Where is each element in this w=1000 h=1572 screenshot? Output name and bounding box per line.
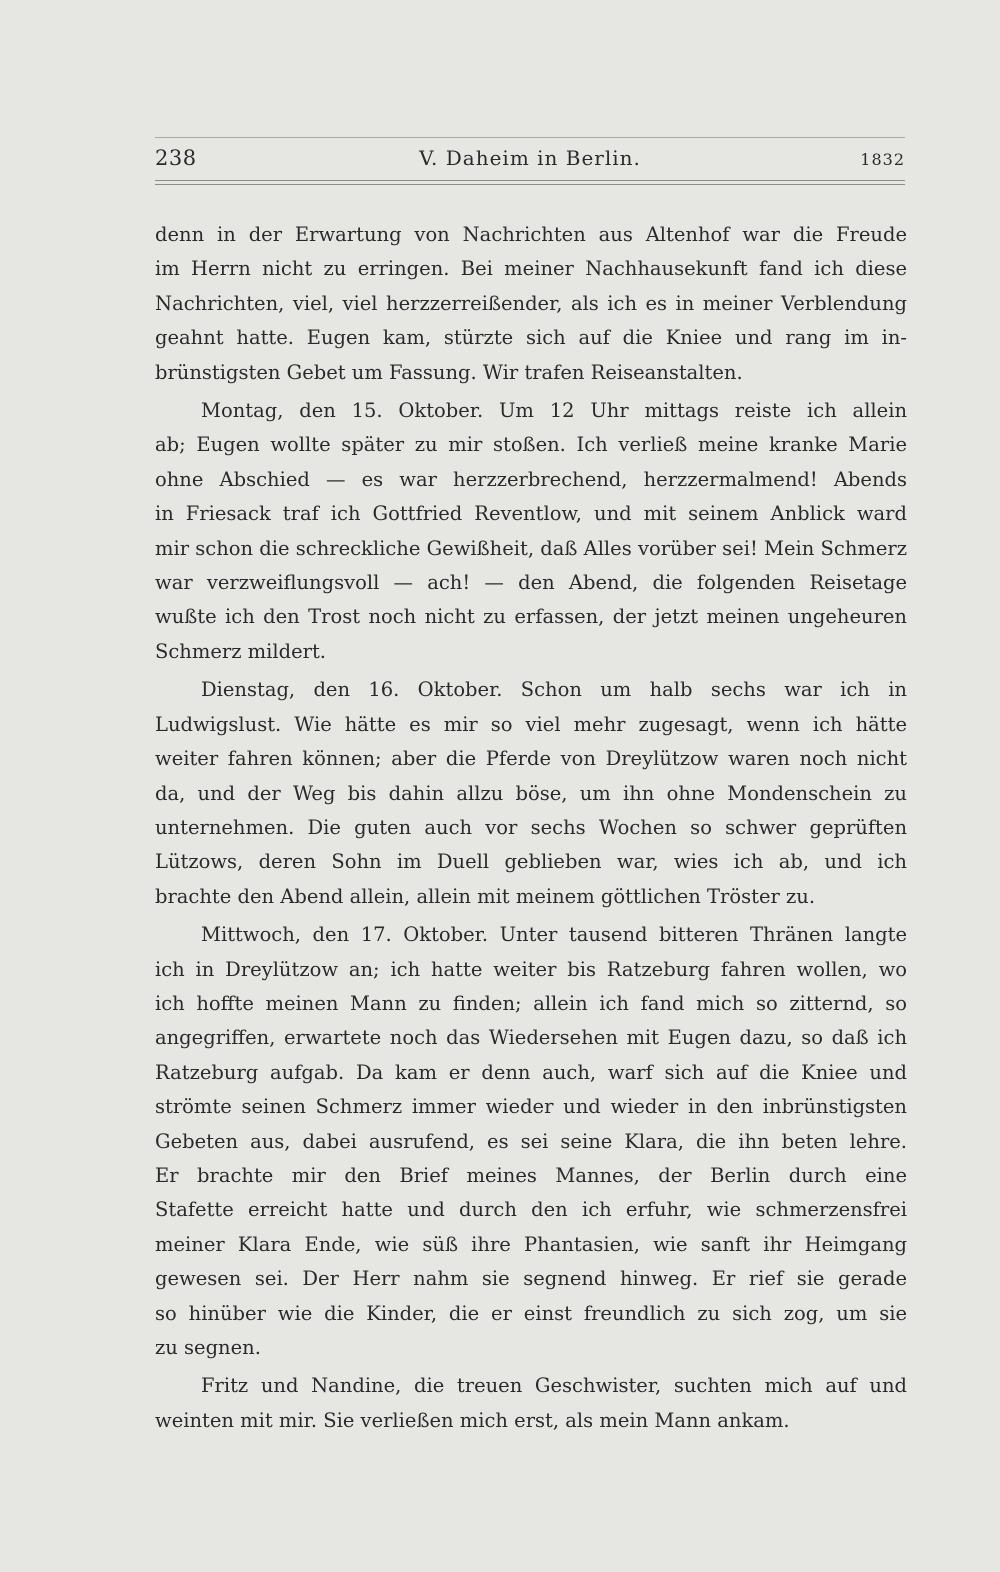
text-line: Lützows, deren Sohn im Duell geblieben war, wies ich ab, und ich [155,850,907,874]
text-line: Ludwigslust. Wie hätte es mir so viel mehr zugesagt, wenn ich hätte [155,712,907,736]
text-line: war verzweiflungsvoll — ach! — den Abend, die folgenden Reisetage [155,571,907,595]
text-line: ich hoffte meinen Mann zu finden; allein ich fand mich so zitternd, so [155,991,907,1015]
text-line: ab; Eugen wollte später zu mir stoßen. Ich verließ meine kranke Marie [155,433,907,457]
text-line: zu segnen. [155,1336,261,1359]
text-line: denn in der Erwartung von Nachrichten aus Altenhof war die Freude [155,223,907,246]
paragraph [155,918,907,1365]
text-line: Ratzeburg aufgab. Da kam er denn auch, warf sich auf die Kniee und [155,1060,907,1084]
text-line: Stafette erreicht hatte und durch den ich erfuhr, wie schmerzensfrei [155,1198,907,1222]
page-number: 238 [155,146,197,170]
text-line: ich in Dreylützow an; ich hatte weiter bis Ratzeburg fahren wollen, wo [155,957,907,981]
text-line: so hinüber wie die Kinder, die er einst freundlich zu sich zog, um sie [155,1301,907,1325]
text-line: Er brachte mir den Brief meines Mannes, der Berlin durch eine [155,1163,907,1187]
text-line: weiter fahren können; aber die Pferde von Dreylützow waren noch nicht [155,747,907,771]
text-line: im Herrn nicht zu erringen. Bei meiner Nachhausekunft fand ich diese [155,257,907,281]
text-line: Dienstag, den 16. Oktober. Schon um halb sechs war ich in [201,678,907,702]
text-line: Montag, den 15. Oktober. Um 12 Uhr mittags reiste ich allein [201,399,907,423]
text-line: meiner Klara Ende, wie süß ihre Phantasien, wie sanft ihr Heimgang [155,1232,907,1256]
paragraph [155,218,907,390]
text-line: Schmerz mildert. [155,639,327,663]
running-head-year: 1832 [860,150,905,169]
text-line: brünstigsten Gebet um Fassung. Wir trafen Reiseanstalten. [155,360,743,384]
text-line: weinten mit mir. Sie verließen mich erst, als mein Mann ankam. [155,1408,790,1432]
paragraph [155,673,907,914]
text-line: Fritz und Nandine, die treuen Geschwister, suchten mich auf und [201,1374,907,1398]
text-line: Mittwoch, den 17. Oktober. Unter tausend bitteren Thränen langte [201,923,907,947]
text-line: unternehmen. Die guten auch vor sechs Wochen so schwer geprüften [155,815,907,839]
text-line: angegriffen, erwartete noch das Wiedersehen mit Eugen dazu, so daß ich [155,1026,907,1050]
paragraph [155,394,907,669]
text-line: wußte ich den Trost noch nicht zu erfassen, der jetzt meinen ungeheuren [155,605,907,629]
text-line: Nachrichten, viel, viel herzzerreißender, als ich es in meiner Verblendung [155,291,907,315]
text-line: Gebeten aus, dabei ausrufend, es sei seine Klara, die ihn beten lehre. [155,1129,907,1153]
running-head-title: V. Daheim in Berlin. [419,146,641,170]
running-head [155,146,905,176]
header-rule-double [155,180,905,185]
text-line: mir schon die schreckliche Gewißheit, daß Alles vorüber sei! Mein Schmerz [155,536,907,560]
paragraph [155,1369,907,1438]
text-line: brachte den Abend allein, allein mit meinem göttlichen Tröster zu. [155,884,816,908]
text-line: ohne Abschied — es war herzzerbrechend, herzzermalmend! Abends [155,467,907,491]
text-line: gewesen sei. Der Herr nahm sie segnend hinweg. Er rief sie gerade [155,1267,907,1291]
text-line: geahnt hatte. Eugen kam, stürzte sich auf die Kniee und rang im in- [155,326,907,350]
text-line: strömte seinen Schmerz immer wieder und wieder in den inbrünstigsten [155,1095,907,1119]
body-text [155,218,907,1442]
header-rule-top [155,137,905,138]
text-line: da, und der Weg bis dahin allzu böse, um ihn ohne Mondenschein zu [155,781,907,805]
text-line: in Friesack traf ich Gottfried Reventlow, und mit seinem Anblick ward [155,502,907,526]
